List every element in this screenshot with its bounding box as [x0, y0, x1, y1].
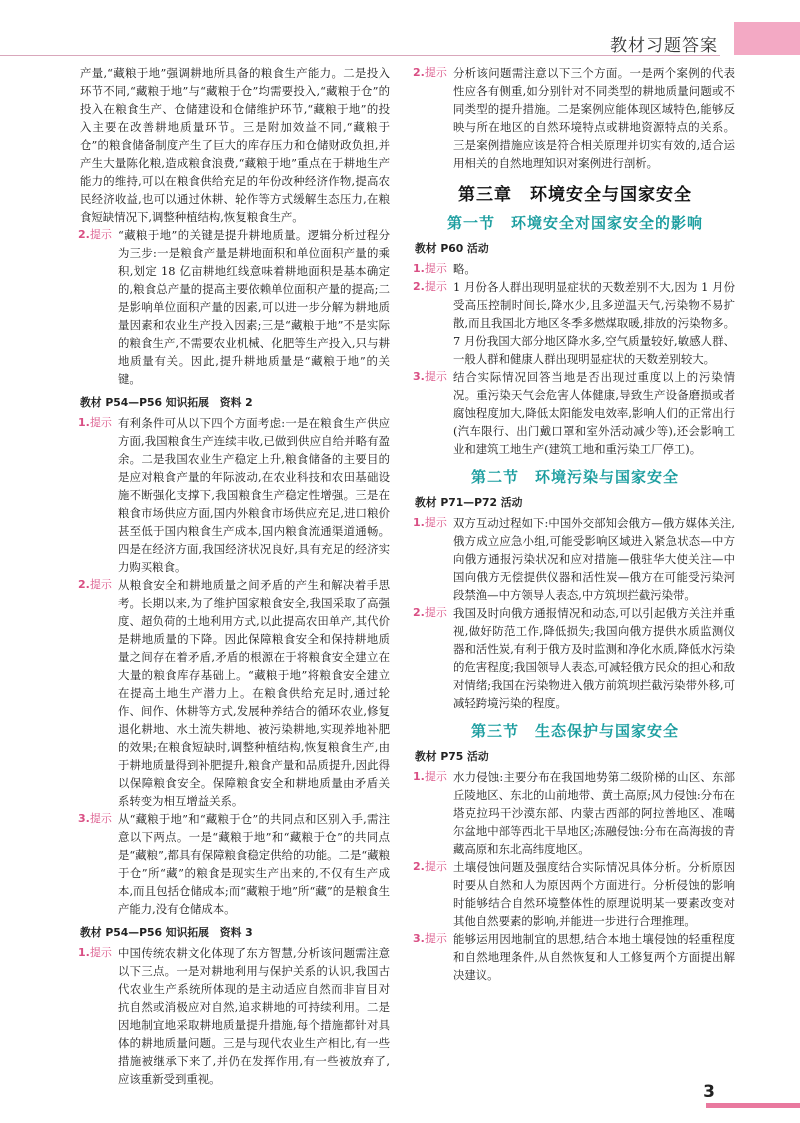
section-title: 第三节 生态保护与国家安全 — [470, 722, 679, 740]
left-column — [80, 64, 390, 1088]
item-number: 2.提示 — [78, 228, 112, 241]
item-text: 能够运用因地制宜的思想,结合本地土壤侵蚀的轻重程度和自然地理条件,从自然恢复和人工修复两个方面提出解决建议。 — [453, 932, 735, 982]
item-number: 2.提示 — [78, 578, 112, 591]
answer-item — [415, 930, 735, 984]
item-text: 有利条件可从以下四个方面考虑:一是在粮食生产供应方面,我国粮食生产连续丰收,已做到供应自给并略有盈余。二是我国农业生产稳定上升,粮食储备的主要目的是应对粮食产量的年际波动,在农业科技和农田基础设施不断强化支撑下,我国粮食生产稳定性增强。三是在粮食市场供应方面,国内外粮食市场供应充足,进口粮价甚至低于国内粮食生产成本,国内粮食流通渠道通畅。四是在经济方面,我国经济状况良好,具有充足的经济实力购买粮食。 — [118, 416, 390, 574]
page-number: 3 — [703, 1082, 715, 1102]
item-text: 水力侵蚀:主要分布在我国地势第二级阶梯的山区、东部丘陵地区、东北的山前地带、黄土高原;风力侵蚀:分布在塔克拉玛干沙漠东部、内蒙古西部的阿拉善地区、准噶尔盆地中部等西北干旱地区;冻融侵蚀:分布在高海拔的青藏高原和东北高纬度地区。 — [453, 770, 735, 856]
source-heading: 教材 P75 活动 — [415, 750, 489, 763]
item-number: 3.提示 — [413, 370, 447, 383]
section-title: 第一节 环境安全对国家安全的影响 — [446, 214, 703, 232]
item-text: 略。 — [453, 262, 476, 276]
page-number-bar — [706, 1103, 800, 1108]
answer-item — [415, 858, 735, 930]
answer-item — [415, 368, 735, 458]
item-number: 2.提示 — [413, 280, 447, 293]
intro-paragraph: 产量,“藏粮于地”强调耕地所具备的粮食生产能力。二是投入环节不同,“藏粮于地”与“藏粮于仓”均需要投入,“藏粮于仓”的投入在粮食生产、仓储建设和仓储维护环节,“藏粮于地”的投入主要在改善耕地质量环节。三是附加效益不同,“藏粮于仓”的粮食储备制度产生了巨大的库存压力和仓储财政负担,并产生大量陈化粮,造成粮食浪费,“藏粮于地”重点在于耕地生产能力的维持,可以在粮食供给充足的年份改种经济作物,提高农民经济收益,也可以通过休耕、轮作等方式缓解生态压力,在粮食短缺情况下,调整种植结构,恢复粮食生产。 — [80, 66, 390, 224]
item-number: 2.提示 — [413, 66, 447, 79]
chapter-title: 第三章 环境安全与国家安全 — [458, 185, 692, 205]
source-heading: 教材 P60 活动 — [415, 242, 489, 255]
item-text: 从粮食安全和耕地质量之间矛盾的产生和解决着手思考。长期以来,为了维护国家粮食安全,我国采取了高强度、超负荷的土地利用方式,以此提高农田单产,其代价是耕地质量的下降。因此保障粮食安全和保持耕地质量之间存在着矛盾,矛盾的根源在于将粮食安全建立在大量的粮食库存基础上。“藏粮于地”将粮食安全建立在提高土地生产潜力上。在粮食供给充足时,通过轮作、间作、休耕等方式,发展种养结合的循环农业,修复退化耕地、水土流失耕地、被污染耕地,实现养地补肥的效果;在粮食短缺时,调整种植结构,恢复粮食生产,由于耕地质量得到补肥提升,粮食产量和品质提升,因此得以保障粮食安全。保障粮食安全和耕地质量由矛盾关系转变为相互增益关系。 — [118, 578, 390, 808]
item-text: 我国及时向俄方通报情况和动态,可以引起俄方关注并重视,做好防范工作,降低损失;我国向俄方提供水质监测仪器和活性炭,有利于俄方及时监测和净化水质,降低水污染的危害程度;我国领导人表态,可减轻俄方民众的担心和敌对情绪;我国在污染物进入俄方前筑坝拦截污染带外移,可减轻跨境污染的程度。 — [453, 606, 735, 710]
source-heading: 教材 P54—P56 知识拓展 资料 2 — [80, 396, 253, 409]
item-number: 1.提示 — [413, 262, 447, 275]
item-number: 3.提示 — [78, 812, 112, 825]
item-number: 3.提示 — [413, 932, 447, 945]
answer-item — [415, 604, 735, 712]
answer-item — [415, 768, 735, 858]
item-text: 中国传统农耕文化体现了东方智慧,分析该问题需注意以下三点。一是对耕地利用与保护关系的认识,我国古代农业生产系统所体现的是主动适应自然而非盲目对抗自然或消极应对自然,追求耕地的可持续利用。二是因地制宜地采取耕地质量提升措施,每个措施都针对具体的耕地质量问题。三是与现代农业生产相比,有一些措施被继承下来了,并仍在发挥作用,有一些被放弃了,应该重新受到重视。 — [118, 946, 390, 1086]
answer-item — [80, 414, 390, 576]
source-heading: 教材 P54—P56 知识拓展 资料 3 — [80, 926, 253, 939]
source-heading: 教材 P71—P72 活动 — [415, 496, 523, 509]
item-text: 1 月份各人群出现明显症状的天数差别不大,因为 1 月份受高压控制时间长,降水少,且多逆温天气,污染物不易扩散,而且我国北方地区冬季多燃煤取暖,排放的污染物多。7 月份我国大部分地区降水多,空气质量较好,敏感人群、一般人群和健康人群出现明显症状的天数差别较大。 — [453, 280, 735, 366]
item-text: 分析该问题需注意以下三个方面。一是两个案例的代表性应各有侧重,如分别针对不同类型的耕地质量问题或不同类型的提升措施。二是案例应能体现区域特色,能够反映与所在地区的自然环境特点或耕地资源特点的关系。三是案例措施应该是符合相关原理并切实有效的,适合运用相关的自然地理知识对案例进行剖析。 — [453, 66, 735, 170]
answer-list — [80, 944, 390, 1088]
answer-list — [415, 260, 735, 458]
answer-item — [415, 64, 735, 172]
item-number: 1.提示 — [78, 946, 112, 959]
item-number: 1.提示 — [413, 516, 447, 529]
answer-list — [415, 768, 735, 984]
header-color-tab — [734, 22, 800, 55]
item-text: “藏粮于地”的关键是提升耕地质量。逻辑分析过程分为三步:一是粮食产量是耕地面积和单位面积产量的乘积,划定 18 亿亩耕地红线意味着耕地面积是基本确定的,粮食总产量的提高主要依赖单位面积产量的提高;二是影响单位面积产量的因素,可以进一步分解为耕地质量因素和农业生产投入因素;三是“藏粮于地”不是实际的粮食生产,不需要农业机械、化肥等生产投入,只与耕地质量有关。因此,提升耕地质量是“藏粮于地”的关键。 — [118, 228, 390, 386]
item-text: 结合实际情况回答当地是否出现过重度以上的污染情况。重污染天气会危害人体健康,导致生产设备磨损或者腐蚀程度加大,降低太阳能发电效率,影响人们的正常出行(汽车限行、出门戴口罩和室外活动减少等),还会影响工业和建筑工地生产(建筑工地和重污染工厂停工)。 — [453, 370, 735, 456]
answer-item — [415, 514, 735, 604]
item-text: 从“藏粮于地”和“藏粮于仓”的共同点和区别入手,需注意以下两点。一是“藏粮于地”和“藏粮于仓”的共同点是“藏粮”,都具有保障粮食稳定供给的功能。二是“藏粮于仓”所“藏”的粮食是现实生产出来的,不仅有生产成本,而且包括仓储成本;而“藏粮于地”所“藏”的是粮食生产能力,没有仓储成本。 — [118, 812, 390, 916]
answer-item — [80, 944, 390, 1088]
item-text: 双方互动过程如下:中国外交部知会俄方—俄方媒体关注,俄方成立应急小组,可能受影响区域进入紧急状态—中方向俄方通报污染状况和应对措施—俄驻华大使关注—中国向俄方无偿提供仪器和活性炭—俄方在可能受污染河段禁渔—中方领导人表态,中方筑坝拦截污染带。 — [453, 516, 735, 602]
item-number: 1.提示 — [78, 416, 112, 429]
answer-item — [415, 278, 735, 368]
item-number: 1.提示 — [413, 770, 447, 783]
answer-item — [80, 576, 390, 810]
section-title: 第二节 环境污染与国家安全 — [470, 468, 679, 486]
answer-item — [80, 226, 390, 388]
answer-item — [80, 810, 390, 918]
answer-list — [80, 414, 390, 918]
item-number: 2.提示 — [413, 606, 447, 619]
right-column — [415, 64, 735, 984]
item-number: 2.提示 — [413, 860, 447, 873]
item-text: 土壤侵蚀问题及强度结合实际情况具体分析。分析原因时要从自然和人为原因两个方面进行。分析侵蚀的影响时能够结合自然环境整体性的原理说明某一要素改变对其他自然要素的影响,并能进一步进行合理推理。 — [453, 860, 735, 928]
header-title: 教材习题答案 — [610, 36, 718, 56]
page-header — [0, 0, 800, 62]
answer-list — [415, 514, 735, 712]
answer-item — [415, 260, 735, 278]
